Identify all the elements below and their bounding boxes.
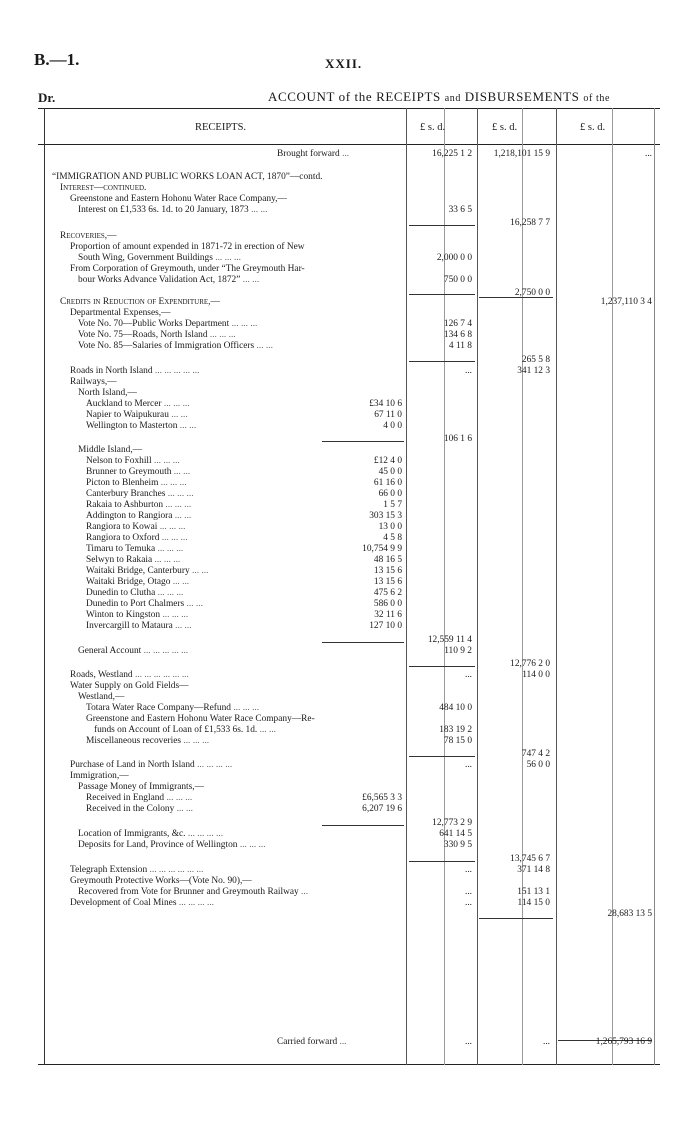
col-divider-1 (406, 108, 407, 1065)
leader-dots: ... (339, 149, 350, 159)
amount-c2: 371 14 8 (517, 865, 550, 875)
leader-dots: ... ... ... (160, 610, 189, 620)
amount-c1: 2,000 0 0 (436, 253, 472, 263)
subtotal-rule (322, 642, 404, 643)
page-number: XXII. (325, 56, 363, 71)
title-of-the: of the (583, 93, 611, 104)
subtotal-rule (409, 294, 475, 295)
account-title (268, 89, 610, 105)
leader-dots: ... ... ... ... ... ... (147, 865, 204, 875)
leader-dots: ... ... ... (229, 319, 258, 329)
amount-c1: 110 9 2 (444, 646, 472, 656)
amount-c1: ... (464, 865, 472, 875)
amount-sub: 1 5 7 (383, 500, 402, 510)
leader-dots: ... ... ... ... (176, 898, 214, 908)
row-label: Roads in North Island ... ... ... ... ... (70, 366, 200, 376)
subtotal-rule (409, 361, 475, 362)
amount-sub: 45 0 0 (378, 467, 402, 477)
row-label: Received in the Colony ... ... (86, 804, 194, 814)
amount-sub: 10,754 9 9 (362, 544, 402, 554)
amount-c3: ... (644, 149, 652, 159)
row-label: Westland,— (78, 692, 125, 702)
amount-c1: ... (464, 1037, 472, 1047)
row-label: funds on Account of Loan of £1,533 6s. 1d. ... ... (94, 725, 277, 735)
amount-c1: 12,559 11 4 (427, 635, 472, 645)
row-label: Addington to Rangiora ... ... (86, 511, 192, 521)
row-label: Dunedin to Port Chalmers ... ... (86, 599, 203, 609)
col-divider-2 (477, 108, 478, 1065)
row-label: Purchase of Land in North Island ... ... ... ... (70, 760, 233, 770)
leader-dots: ... ... (172, 621, 192, 631)
leader-dots: ... ... ... ... (185, 829, 224, 839)
leader-dots: ... ... (168, 410, 188, 420)
amount-c1: 78 15 0 (443, 736, 472, 746)
amount-c2: ... (542, 1037, 550, 1047)
amount-sub: 127 10 0 (369, 621, 402, 631)
leader-dots: ... ... (177, 421, 197, 431)
row-label: Development of Coal Mines ... ... ... ... (70, 898, 214, 908)
row-label: Waitaki Bridge, Canterbury ... ... (86, 566, 209, 576)
leader-dots: ... ... ... (155, 544, 184, 554)
amount-c3: 28,683 13 5 (607, 909, 652, 919)
amount-sub: 13 15 6 (373, 566, 402, 576)
leader-dots: ... ... ... (157, 522, 186, 532)
row-label: Immigration,— (70, 771, 129, 781)
amount-sub: 475 6 2 (373, 588, 402, 598)
leader-dots: ... ... ... ... ... ... (132, 670, 189, 680)
amount-c2: 2,750 0 0 (514, 288, 550, 298)
amount-c1: 134 6 8 (443, 330, 472, 340)
leader-dots: ... ... (174, 804, 194, 814)
left-border (44, 108, 45, 1065)
column-2-header: £ s. d. (492, 122, 518, 133)
leader-dots: ... ... ... (230, 703, 260, 713)
leader-dots: ... ... (172, 511, 192, 521)
amount-sub: 32 11 6 (374, 610, 402, 620)
row-label: Recovered from Vote for Brunner and Greymouth Railway ... (78, 887, 309, 897)
title-and: and (444, 93, 461, 104)
amount-c2: 341 12 3 (517, 366, 550, 376)
row-label: Deposits for Land, Province of Wellington ... ... ... (78, 840, 266, 850)
subtotal-rule (409, 756, 475, 757)
row-label: Credits in Reduction of Expenditure,— (60, 297, 220, 307)
row-label: Selwyn to Rakaia ... ... ... (86, 555, 181, 565)
leader-dots: ... ... ... (158, 478, 187, 488)
row-label: Rakaia to Ashburton ... ... ... (86, 500, 192, 510)
receipts-column-header: RECEIPTS. (195, 122, 247, 133)
amount-c2: 16,258 7 7 (510, 218, 550, 228)
title-part: ACCOUNT of the (268, 89, 377, 104)
leader-dots: ... ... ... (161, 399, 190, 409)
column-1-header: £ s. d. (420, 122, 446, 133)
amount-c1: 16,225 1 2 (432, 149, 472, 159)
leader-dots: ... ... ... (181, 736, 210, 746)
amount-sub: 13 0 0 (378, 522, 402, 532)
amount-sub: £34 10 6 (369, 399, 402, 409)
row-label: Received in England ... ... ... (86, 793, 193, 803)
row-label: Napier to Waipukurau ... ... (86, 410, 188, 420)
row-label: Interest—continued. (60, 183, 147, 193)
amount-c2: 12,776 2 0 (510, 659, 550, 669)
title-disbursements: DISBURSEMENTS (464, 89, 580, 104)
subtotal-rule (409, 861, 475, 862)
leader-dots: ... ... (248, 205, 268, 215)
amount-c2: 56 0 0 (526, 760, 550, 770)
amount-c3: 1,265,793 16 9 (595, 1037, 652, 1047)
amount-c1: ... (464, 760, 472, 770)
amount-c1: 4 11 8 (448, 341, 472, 351)
row-label: Departmental Expenses,— (70, 308, 171, 318)
row-label: “IMMIGRATION AND PUBLIC WORKS LOAN ACT, 1870”—contd. (52, 172, 323, 182)
subtotal-rule (409, 225, 475, 226)
amount-sub: 48 16 5 (373, 555, 402, 565)
row-label: Waitaki Bridge, Otago ... ... (86, 577, 190, 587)
amount-c2: 747 4 2 (521, 749, 550, 759)
row-label: North Island,— (78, 388, 137, 398)
leader-dots: ... ... (257, 725, 277, 735)
leader-dots: ... ... ... (212, 253, 241, 263)
row-label: Vote No. 75—Roads, North Island ... ... ... (78, 330, 236, 340)
amount-c2: 1,218,101 15 9 (493, 149, 550, 159)
row-label: Nelson to Foxhill ... ... ... (86, 456, 180, 466)
leader-dots: ... ... ... (165, 489, 194, 499)
row-label: Dunedin to Clutha ... ... ... (86, 588, 184, 598)
subtotal-rule (322, 441, 404, 442)
amount-sub: 67 11 0 (374, 410, 402, 420)
shilling-divider-1 (444, 108, 445, 1065)
amount-c1: ... (464, 366, 472, 376)
row-label: General Account ... ... ... ... ... (78, 646, 189, 656)
amount-sub: 6,207 19 6 (362, 804, 402, 814)
row-label: Rangiora to Kowai ... ... ... (86, 522, 186, 532)
leader-dots: ... ... ... (237, 840, 266, 850)
amount-c1: 12,773 2 9 (432, 818, 472, 828)
row-label: Winton to Kingston ... ... ... (86, 610, 189, 620)
amount-c1: ... (464, 887, 472, 897)
amount-c1: 641 14 5 (439, 829, 472, 839)
row-label: Passage Money of Immigrants,— (78, 782, 205, 792)
row-label: Greymouth Protective Works—(Vote No. 90),— (70, 876, 252, 886)
amount-sub: 61 16 0 (373, 478, 402, 488)
row-label: Greenstone and Eastern Hohonu Water Race Company—Re- (86, 714, 315, 724)
leader-dots: ... ... ... (155, 588, 184, 598)
amount-c3: 1,237,110 3 4 (600, 297, 652, 307)
amount-c1: 126 7 4 (443, 319, 472, 329)
leader-dots: ... ... ... (151, 456, 180, 466)
row-label: Recoveries,— (60, 231, 117, 241)
row-label: Brought forward ... (277, 149, 350, 159)
amount-sub: 4 5 8 (383, 533, 402, 543)
leader-dots: ... (298, 887, 309, 897)
row-label: Middle Island,— (78, 445, 143, 455)
subtotal-rule (479, 918, 553, 919)
right-border (654, 108, 655, 1065)
col-divider-3 (556, 108, 557, 1065)
amount-sub: 303 15 3 (369, 511, 402, 521)
row-label: Railways,— (70, 377, 117, 387)
leader-dots: ... ... ... ... ... (141, 646, 189, 656)
leader-dots: ... ... (189, 566, 209, 576)
leader-dots: ... (337, 1037, 347, 1047)
row-label: Invercargill to Mataura ... ... (86, 621, 192, 631)
row-label: Brunner to Greymouth ... ... (86, 467, 191, 477)
leader-dots: ... ... ... (207, 330, 236, 340)
row-label: Telegraph Extension ... ... ... ... ... ... (70, 865, 204, 875)
amount-sub: 66 0 0 (378, 489, 402, 499)
row-label: Interest on £1,533 6s. 1d. to 20 January, 1873 ... ... (78, 205, 268, 215)
amount-c1: 183 19 2 (439, 725, 472, 735)
leader-dots: ... ... (240, 275, 260, 285)
leader-dots: ... ... ... (163, 500, 192, 510)
amount-c1: ... (464, 898, 472, 908)
shilling-divider-2 (522, 108, 523, 1065)
leader-dots: ... ... (184, 599, 203, 609)
row-label: Totara Water Race Company—Refund ... ... ... (86, 703, 260, 713)
amount-sub: 4 0 0 (383, 421, 402, 431)
document-code: B.—1. (34, 50, 80, 69)
row-label: Wellington to Masterton ... ... (86, 421, 197, 431)
subtotal-rule (409, 666, 475, 667)
row-label: Location of Immigrants, &c. ... ... ... ... (78, 829, 224, 839)
subtotal-rule (322, 825, 404, 826)
row-label: Proportion of amount expended in 1871-72 in erection of New (70, 242, 305, 252)
amount-c2: 151 13 1 (517, 887, 550, 897)
row-label: From Corporation of Greymouth, under “The Greymouth Har- (70, 264, 305, 274)
amount-c1: 750 0 0 (443, 275, 472, 285)
leader-dots: ... ... (170, 577, 190, 587)
row-label: South Wing, Government Buildings ... ... ... (78, 253, 241, 263)
amount-c2: 114 0 0 (522, 670, 550, 680)
header-bottom-rule (38, 144, 660, 145)
row-label: bour Works Advance Validation Act, 1872” ... ... (78, 275, 260, 285)
amount-sub: 13 15 6 (373, 577, 402, 587)
row-label: Vote No. 70—Public Works Department ... ... ... (78, 319, 258, 329)
amount-c2: 265 5 8 (521, 355, 550, 365)
leader-dots: ... ... (254, 341, 273, 351)
leader-dots: ... ... ... (164, 793, 193, 803)
row-label: Canterbury Branches ... ... ... (86, 489, 194, 499)
row-label: Timaru to Temuka ... ... ... (86, 544, 184, 554)
leader-dots: ... ... ... ... ... (152, 366, 200, 376)
column-3-header: £ s. d. (580, 122, 606, 133)
table-top-rule (38, 108, 660, 109)
amount-c2: 13,745 6 7 (510, 854, 550, 864)
debit-marker: Dr. (38, 90, 56, 105)
row-label: Carried forward ... (277, 1037, 347, 1047)
leader-dots: ... ... ... (152, 555, 181, 565)
row-label: Water Supply on Gold Fields— (70, 681, 189, 691)
shilling-divider-3 (612, 108, 613, 1065)
amount-c1: 33 6 5 (448, 205, 472, 215)
row-label: Auckland to Mercer ... ... ... (86, 399, 190, 409)
amount-c1: 484 10 0 (439, 703, 472, 713)
title-receipts: RECEIPTS (376, 89, 441, 104)
amount-c1: 330 9 5 (443, 840, 472, 850)
amount-c2: 114 15 0 (517, 898, 550, 908)
row-label: Picton to Blenheim ... ... ... (86, 478, 187, 488)
row-label: Rangiora to Oxford ... ... ... (86, 533, 188, 543)
amount-c1: ... (464, 670, 472, 680)
row-label: Roads, Westland ... ... ... ... ... ... (70, 670, 189, 680)
table-bottom-rule (38, 1064, 660, 1065)
leader-dots: ... ... ... (159, 533, 188, 543)
leader-dots: ... ... ... ... (194, 760, 233, 770)
amount-sub: 586 0 0 (373, 599, 402, 609)
row-label: Greenstone and Eastern Hohonu Water Race Company,— (70, 194, 287, 204)
amount-sub: £6,565 3 3 (362, 793, 402, 803)
row-label: Miscellaneous recoveries ... ... ... (86, 736, 210, 746)
amount-c1: 106 1 6 (443, 434, 472, 444)
amount-sub: £12 4 0 (373, 456, 402, 466)
leader-dots: ... ... (171, 467, 191, 477)
row-label: Vote No. 85—Salaries of Immigration Officers ... ... (78, 341, 273, 351)
